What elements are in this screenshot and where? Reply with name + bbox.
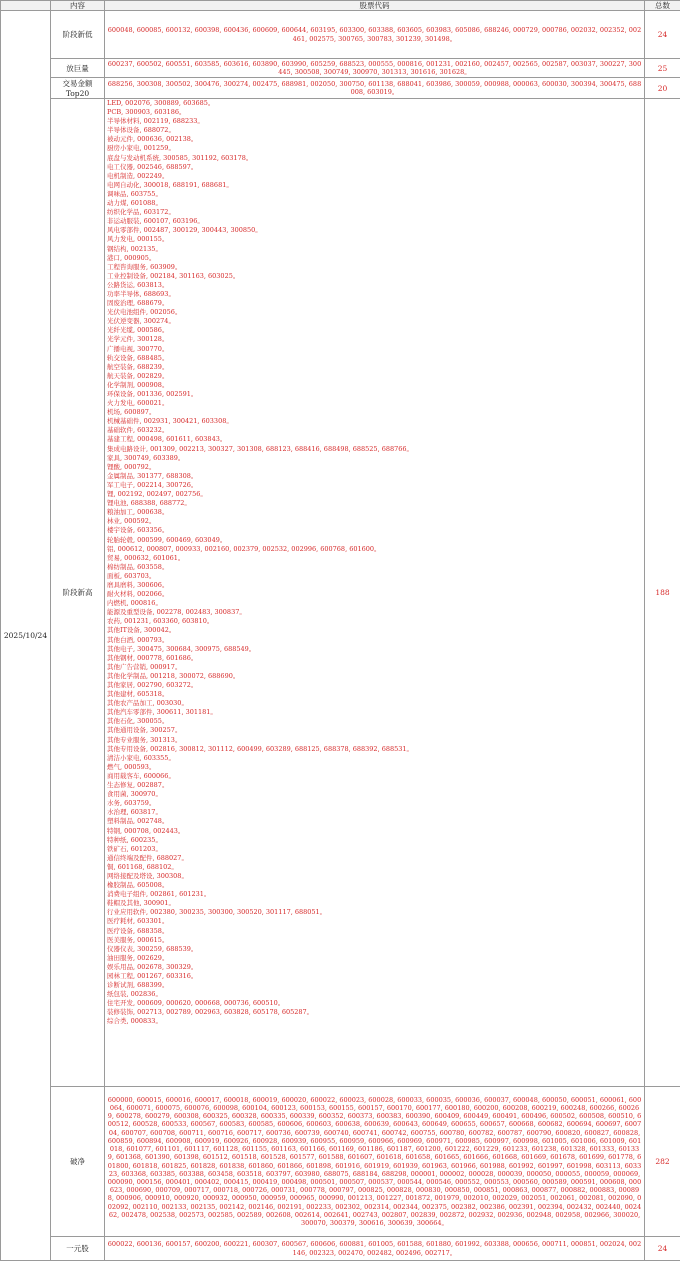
industry-line: 电工仪器, 002546, 688597。 [107,163,642,172]
header-row [1,1,680,11]
industry-line: 调味品, 603755。 [107,190,642,199]
industry-line: 厨房小家电, 001259。 [107,144,642,153]
industry-line: 铁矿石, 601203。 [107,845,642,854]
industry-line: 其他建材, 605318。 [107,690,642,699]
industry-line: 娱乐用品, 002678, 300329。 [107,963,642,972]
industry-line: 食用菌, 300970。 [107,790,642,799]
industry-line: 农药, 001231, 603360, 603810。 [107,617,642,626]
industry-line: 底盘与发动机系统, 300585, 301192, 603178。 [107,154,642,163]
industry-line: 光伏电池组件, 002056。 [107,308,642,317]
industry-line: 其他通用设备, 300257。 [107,726,642,735]
industry-line: 环保设备, 001336, 002591。 [107,390,642,399]
industry-line: 电机制造, 002249。 [107,172,642,181]
industry-line: 水治理, 603817。 [107,808,642,817]
industry-line: 面板, 603703。 [107,572,642,581]
industry-line: 医疗耗材, 603301。 [107,917,642,926]
industry-line: 其他电子, 300475, 300684, 300975, 688549。 [107,645,642,654]
industry-line: 住宅开发, 000609, 000620, 000668, 000736, 600510。 [107,999,642,1008]
row-label: 破净 [51,1087,105,1237]
industry-line: 医美服务, 000615。 [107,936,642,945]
industry-list [105,99,645,1087]
stock-codes: 688256, 300308, 300502, 300476, 300274, 002475, 688981, 002050, 300750, 601138, 688041, 603986, 300059, 000988, 000063, 600030, 300394, 300475, 688008, 603019。 [105,78,645,99]
industry-line: 基础软件, 603232。 [107,426,642,435]
industry-line: 楼宇设备, 603356。 [107,526,642,535]
industry-line: 粮油加工, 000638。 [107,508,642,517]
industry-line: 功率半导体, 688693。 [107,290,642,299]
header-total: 总数 [645,1,680,11]
industry-line: 风电零部件, 002487, 300129, 300443, 300850。 [107,226,642,235]
industry-line: 光学元件, 300128。 [107,335,642,344]
industry-line: 消费电子组件, 002861, 601231。 [107,890,642,899]
row-label: 放巨量 [51,59,105,78]
industry-line: 风力发电, 000155。 [107,235,642,244]
industry-line: 其他IT设备, 300042。 [107,626,642,635]
industry-line: 水务, 603759。 [107,799,642,808]
industry-line: PCB, 300903, 603186。 [107,108,642,117]
industry-line: 其他专用设备, 002816, 300812, 301112, 600499, 603289, 688125, 688378, 688392, 688531。 [107,745,642,754]
industry-line: 固废治理, 688679。 [107,299,642,308]
row-label: 交易金额Top20 [51,78,105,99]
industry-line: 内燃机, 000816。 [107,599,642,608]
industry-line: 纸包装, 002836。 [107,990,642,999]
row-total: 24 [645,1237,680,1261]
industry-line: 清洁小家电, 603355。 [107,754,642,763]
industry-line: 集成电路设计, 001309, 002213, 300327, 301308, 688123, 688416, 688498, 688525, 688766。 [107,445,642,454]
stock-codes: 600048, 600085, 600132, 600398, 600436, 600609, 600644, 603195, 603300, 603388, 603605, 603983, 605086, 688246, 000729, 000786, 002032, 002352, 002461, 002575, 300765, 300783, 301239, 301498。 [105,11,645,59]
industry-line: 港口, 000905。 [107,254,642,263]
industry-line: 公路货运, 603813。 [107,281,642,290]
header-content: 内容 [51,1,105,11]
industry-line: 铝, 000612, 000807, 000933, 002160, 002379, 002532, 002996, 600768, 601600。 [107,545,642,554]
industry-line: 半导体材料, 002119, 688233。 [107,117,642,126]
industry-line: 锂, 002192, 002497, 002756。 [107,490,642,499]
industry-line: 钢结构, 002135。 [107,245,642,254]
industry-line: 其他白酒, 000793。 [107,636,642,645]
row-total: 188 [645,99,680,1087]
industry-line: 装修装饰, 002713, 002789, 002963, 603828, 605178, 605287。 [107,1008,642,1017]
table-row-new-high [1,99,680,1087]
industry-line: 塑料制品, 002748。 [107,817,642,826]
industry-line: 锂酸, 000792。 [107,463,642,472]
industry-line: 橡胶制品, 605008。 [107,881,642,890]
industry-line: LED, 002076, 300889, 603685。 [107,99,642,108]
row-total: 24 [645,11,680,59]
industry-line: 贸易, 000632, 601061。 [107,554,642,563]
date-cell: 2025/10/24 [1,11,51,1261]
industry-line: 燃气, 000593。 [107,763,642,772]
industry-line: 园林工程, 001267, 603316。 [107,972,642,981]
industry-line: 能源及重型设备, 002278, 002483, 300837。 [107,608,642,617]
industry-line: 光纤光缆, 000586。 [107,326,642,335]
industry-line: 化学制剂, 000908。 [107,381,642,390]
industry-line: 金属制品, 301377, 688308。 [107,472,642,481]
industry-line: 家具, 300749, 603389。 [107,454,642,463]
industry-line: 棉纺制品, 603558。 [107,563,642,572]
table-row-below-book [1,1087,680,1237]
industry-line: 航空装备, 688239。 [107,363,642,372]
industry-line: 其他广告营销, 000917。 [107,663,642,672]
industry-line: 油田服务, 002629。 [107,954,642,963]
industry-line: 火力发电, 600021。 [107,399,642,408]
industry-line: 轨交设备, 688485。 [107,354,642,363]
row-label: 一元股 [51,1237,105,1261]
industry-line: 林业, 000592。 [107,517,642,526]
industry-line: 广播电视, 300770。 [107,345,642,354]
row-label: 阶段新低 [51,11,105,59]
row-total: 20 [645,78,680,99]
industry-line: 基建工程, 000498, 601611, 603843。 [107,435,642,444]
stock-codes: 600237, 600502, 600551, 603585, 603616, 603890, 603990, 605259, 688523, 000555, 000816, 001231, 002160, 002457, 002565, 002587, 003037, 300227, 300445, 300508, 300749, 300970, 301313, 301616, 301628。 [105,59,645,78]
industry-line: 锂电池, 688388, 688772。 [107,499,642,508]
industry-line: 其他农产品加工, 003030。 [107,699,642,708]
industry-line: 综合类, 000833。 [107,1017,642,1026]
industry-line: 行业应用软件, 002380, 300235, 300300, 300520, 301117, 688051。 [107,908,642,917]
header-codes: 股票代码 [105,1,645,11]
industry-line: 通信终端及配件, 688027。 [107,854,642,863]
industry-line: 鞋帽及其他, 300901。 [107,899,642,908]
industry-line: 医疗设备, 688358。 [107,927,642,936]
industry-line: 其他专业服务, 301313。 [107,736,642,745]
industry-line: 半导体设备, 688072。 [107,126,642,135]
industry-line: 非运动服装, 600107, 603196。 [107,217,642,226]
industry-line: 磨具磨料, 300606。 [107,581,642,590]
industry-line: 耐火材料, 002066。 [107,590,642,599]
industry-line: 光伏逆变器, 300274。 [107,317,642,326]
industry-line: 机场, 600897。 [107,408,642,417]
industry-line: 被动元件, 000636, 002138。 [107,135,642,144]
industry-line: 仪器仪表, 300259, 688539。 [107,945,642,954]
industry-line: 电网自动化, 300018, 688191, 688681。 [107,181,642,190]
industry-line: 轮胎轮毂, 000599, 600469, 603049。 [107,536,642,545]
industry-line: 生态修复, 002887。 [107,781,642,790]
industry-line: 铜, 601168, 688102。 [107,863,642,872]
industry-line: 其他石化, 300055。 [107,717,642,726]
industry-line: 特种纸, 600235。 [107,836,642,845]
industry-line: 特钢, 000708, 002443。 [107,827,642,836]
industry-line: 航天装备, 002829。 [107,372,642,381]
industry-line: 其他钢材, 000778, 601686。 [107,654,642,663]
row-total: 25 [645,59,680,78]
table-row-new-low [1,11,680,59]
table-row-huge-volume [1,59,680,78]
industry-line: 其他家居, 002790, 603272。 [107,681,642,690]
stock-codes: 600022, 600136, 600157, 600200, 600221, 600307, 600567, 600606, 600881, 601005, 601588, 601880, 601992, 603388, 000656, 000711, 000851, 002024, 002146, 002323, 002470, 002482, 002496, 002717。 [105,1237,645,1261]
industry-line: 机械基础件, 002931, 300421, 603308。 [107,417,642,426]
table-row-turnover-top20 [1,78,680,99]
industry-line: 商用载客车, 600066。 [107,772,642,781]
industry-line: 网络接配及塔设, 300308。 [107,872,642,881]
industry-line: 诊断试剂, 688399。 [107,981,642,990]
industry-line: 动力煤, 601088。 [107,199,642,208]
industry-line: 工业控制设备, 002184, 301163, 603025。 [107,272,642,281]
industry-line: 其他汽车零部件, 300611, 301181。 [107,708,642,717]
row-total: 282 [645,1087,680,1237]
industry-line: 其他化学制品, 001218, 300072, 688690。 [107,672,642,681]
industry-line: 军工电子, 002214, 300726。 [107,481,642,490]
industry-line: 工程咨询服务, 603909。 [107,263,642,272]
industry-line: 纺织化学品, 603172。 [107,208,642,217]
row-label: 阶段新高 [51,99,105,1087]
stock-codes: 600000, 600015, 600016, 600017, 600018, 600019, 600020, 600022, 600023, 600028, 600033, 600035, 600036, 600037, 600048, 600050, 600051, 600061, 600064, 600071, 600075, 600076, 600098, 600104, 600123, 600153, 600155, 600157, 600170, 600177, 600180, 600200, 600208, 600219, 600248, 600266, 600269, 600278, 600279, 600308, 600325, 600328, 600335, 600339, 600352, 600373, 600383, 600390, 600409, 600449, 600491, 600496, 600502, 600508, 600510, 600512, 600528, 600533, 600567, 600583, 600585, 600606, 600603, 600638, 600639, 600643, 600649, 600655, 600657, 600668, 600682, 600694, 600697, 600704, 600707, 600708, 600711, 600716, 600717, 600736, 600739, 600740, 600741, 600742, 600755, 600780, 600782, 600787, 600790, 600820, 600827, 600828, 600859, 600894, 600908, 600919, 600926, 600928, 600939, 600955, 600959, 600966, 600969, 600971, 600985, 600997, 600998, 601005, 601006, 601009, 601018, 601077, 601101, 601117, 601128, 601155, 601163, 601166, 601169, 601186, 601187, 601200, 601222, 601229, 601233, 601238, 601328, 601333, 601339, 601368, 601390, 601398, 601512, 601518, 601528, 601577, 601588, 601607, 601618, 601658, 601665, 601666, 601668, 601669, 601678, 601699, 601778, 601800, 601818, 601825, 601828, 601838, 601860, 601866, 601898, 601916, 601919, 601939, 601963, 601966, 601988, 601992, 601997, 601998, 603113, 603323, 603368, 603385, 603388, 603458, 603518, 603797, 603980, 688075, 688184, 688298, 000001, 000002, 000028, 000039, 000050, 000055, 000059, 000069, 000090, 000156, 000401, 000402, 000415, 000419, 000498, 000501, 000507, 000537, 000544, 000546, 000552, 000553, 000560, 000589, 000591, 000608, 000623, 000690, 000709, 000717, 000718, 000726, 000731, 000778, 000797, 000825, 000828, 000830, 000850, 000851, 000863, 000877, 000882, 000883, 000898, 000906, 000910, 000920, 000932, 000950, 000959, 000965, 000990, 001213, 001227, 001872, 001979, 002010, 002029, 002051, 002061, 002081, 002090, 002092, 002110, 002133, 002135, 002142, 002146, 002191, 002233, 002302, 002314, 002344, 002375, 002382, 002386, 002391, 002394, 002432, 002440, 002462, 002478, 002538, 002573, 002585, 002589, 002608, 002614, 002641, 002743, 002807, 002839, 002872, 002932, 002936, 002948, 002958, 002966, 300020, 300070, 300379, 300616, 300639, 300664。 [105,1087,645,1237]
header-date [1,1,51,11]
